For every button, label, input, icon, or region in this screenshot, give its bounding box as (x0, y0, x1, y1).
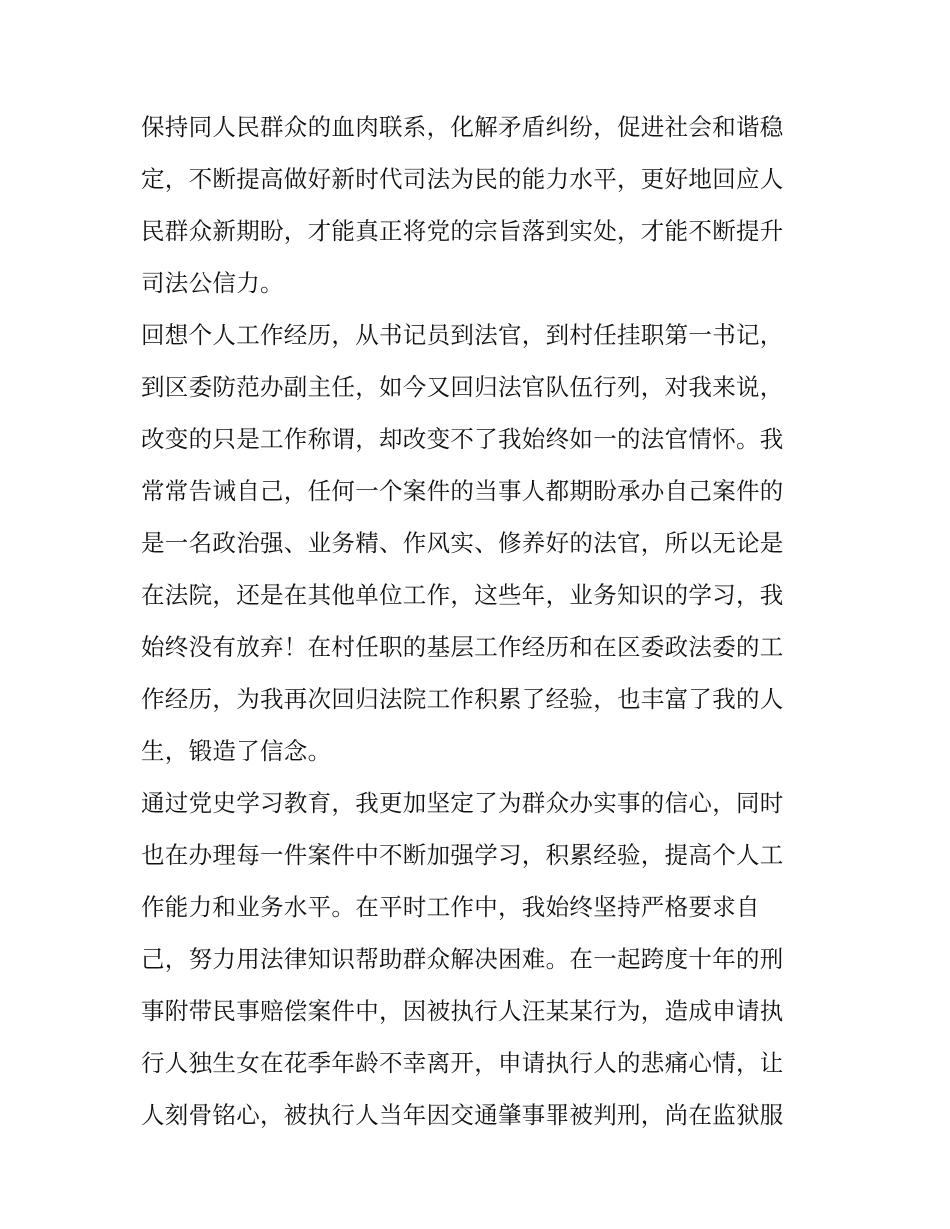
text-line: 作经历，为我再次回归法院工作积累了经验，也丰富了我的人 (141, 685, 784, 713)
text-line: 生，锻造了信念。 (141, 737, 332, 765)
text-line: 通过党史学习教育，我更加坚定了为群众办实事的信心，同时 (141, 789, 784, 817)
text-line: 改变的只是工作称谓，却改变不了我始终如一的法官情怀。我 (141, 425, 784, 453)
text-line: 己，努力用法律知识帮助群众解决困难。在一起跨度十年的刑 (141, 945, 784, 973)
text-line: 事附带民事赔偿案件中，因被执行人汪某某行为，造成申请执 (141, 997, 784, 1025)
text-line: 保持同人民群众的血肉联系，化解矛盾纠纷，促进社会和谐稳 (141, 113, 784, 141)
text-line: 人刻骨铭心，被执行人当年因交通肇事罪被判刑，尚在监狱服 (141, 1101, 784, 1129)
text-line: 始终没有放弃！在村任职的基层工作经历和在区委政法委的工 (141, 633, 784, 661)
text-line: 在法院，还是在其他单位工作，这些年，业务知识的学习，我 (141, 581, 784, 609)
text-line: 是一名政治强、业务精、作风实、修养好的法官，所以无论是 (141, 529, 784, 557)
text-line: 行人独生女在花季年龄不幸离开，申请执行人的悲痛心情，让 (141, 1049, 784, 1077)
text-line: 司法公信力。 (141, 269, 284, 297)
text-line: 常常告诫自己，任何一个案件的当事人都期盼承办自己案件的 (141, 477, 784, 505)
text-line: 也在办理每一件案件中不断加强学习，积累经验，提高个人工 (141, 841, 784, 869)
text-line: 到区委防范办副主任，如今又回归法官队伍行列，对我来说， (141, 373, 784, 401)
text-line: 民群众新期盼，才能真正将党的宗旨落到实处，才能不断提升 (141, 217, 784, 245)
text-line: 回想个人工作经历，从书记员到法官，到村任挂职第一书记， (141, 321, 784, 349)
text-line: 定，不断提高做好新时代司法为民的能力水平，更好地回应人 (141, 165, 784, 193)
text-line: 作能力和业务水平。在平时工作中，我始终坚持严格要求自 (141, 893, 760, 921)
